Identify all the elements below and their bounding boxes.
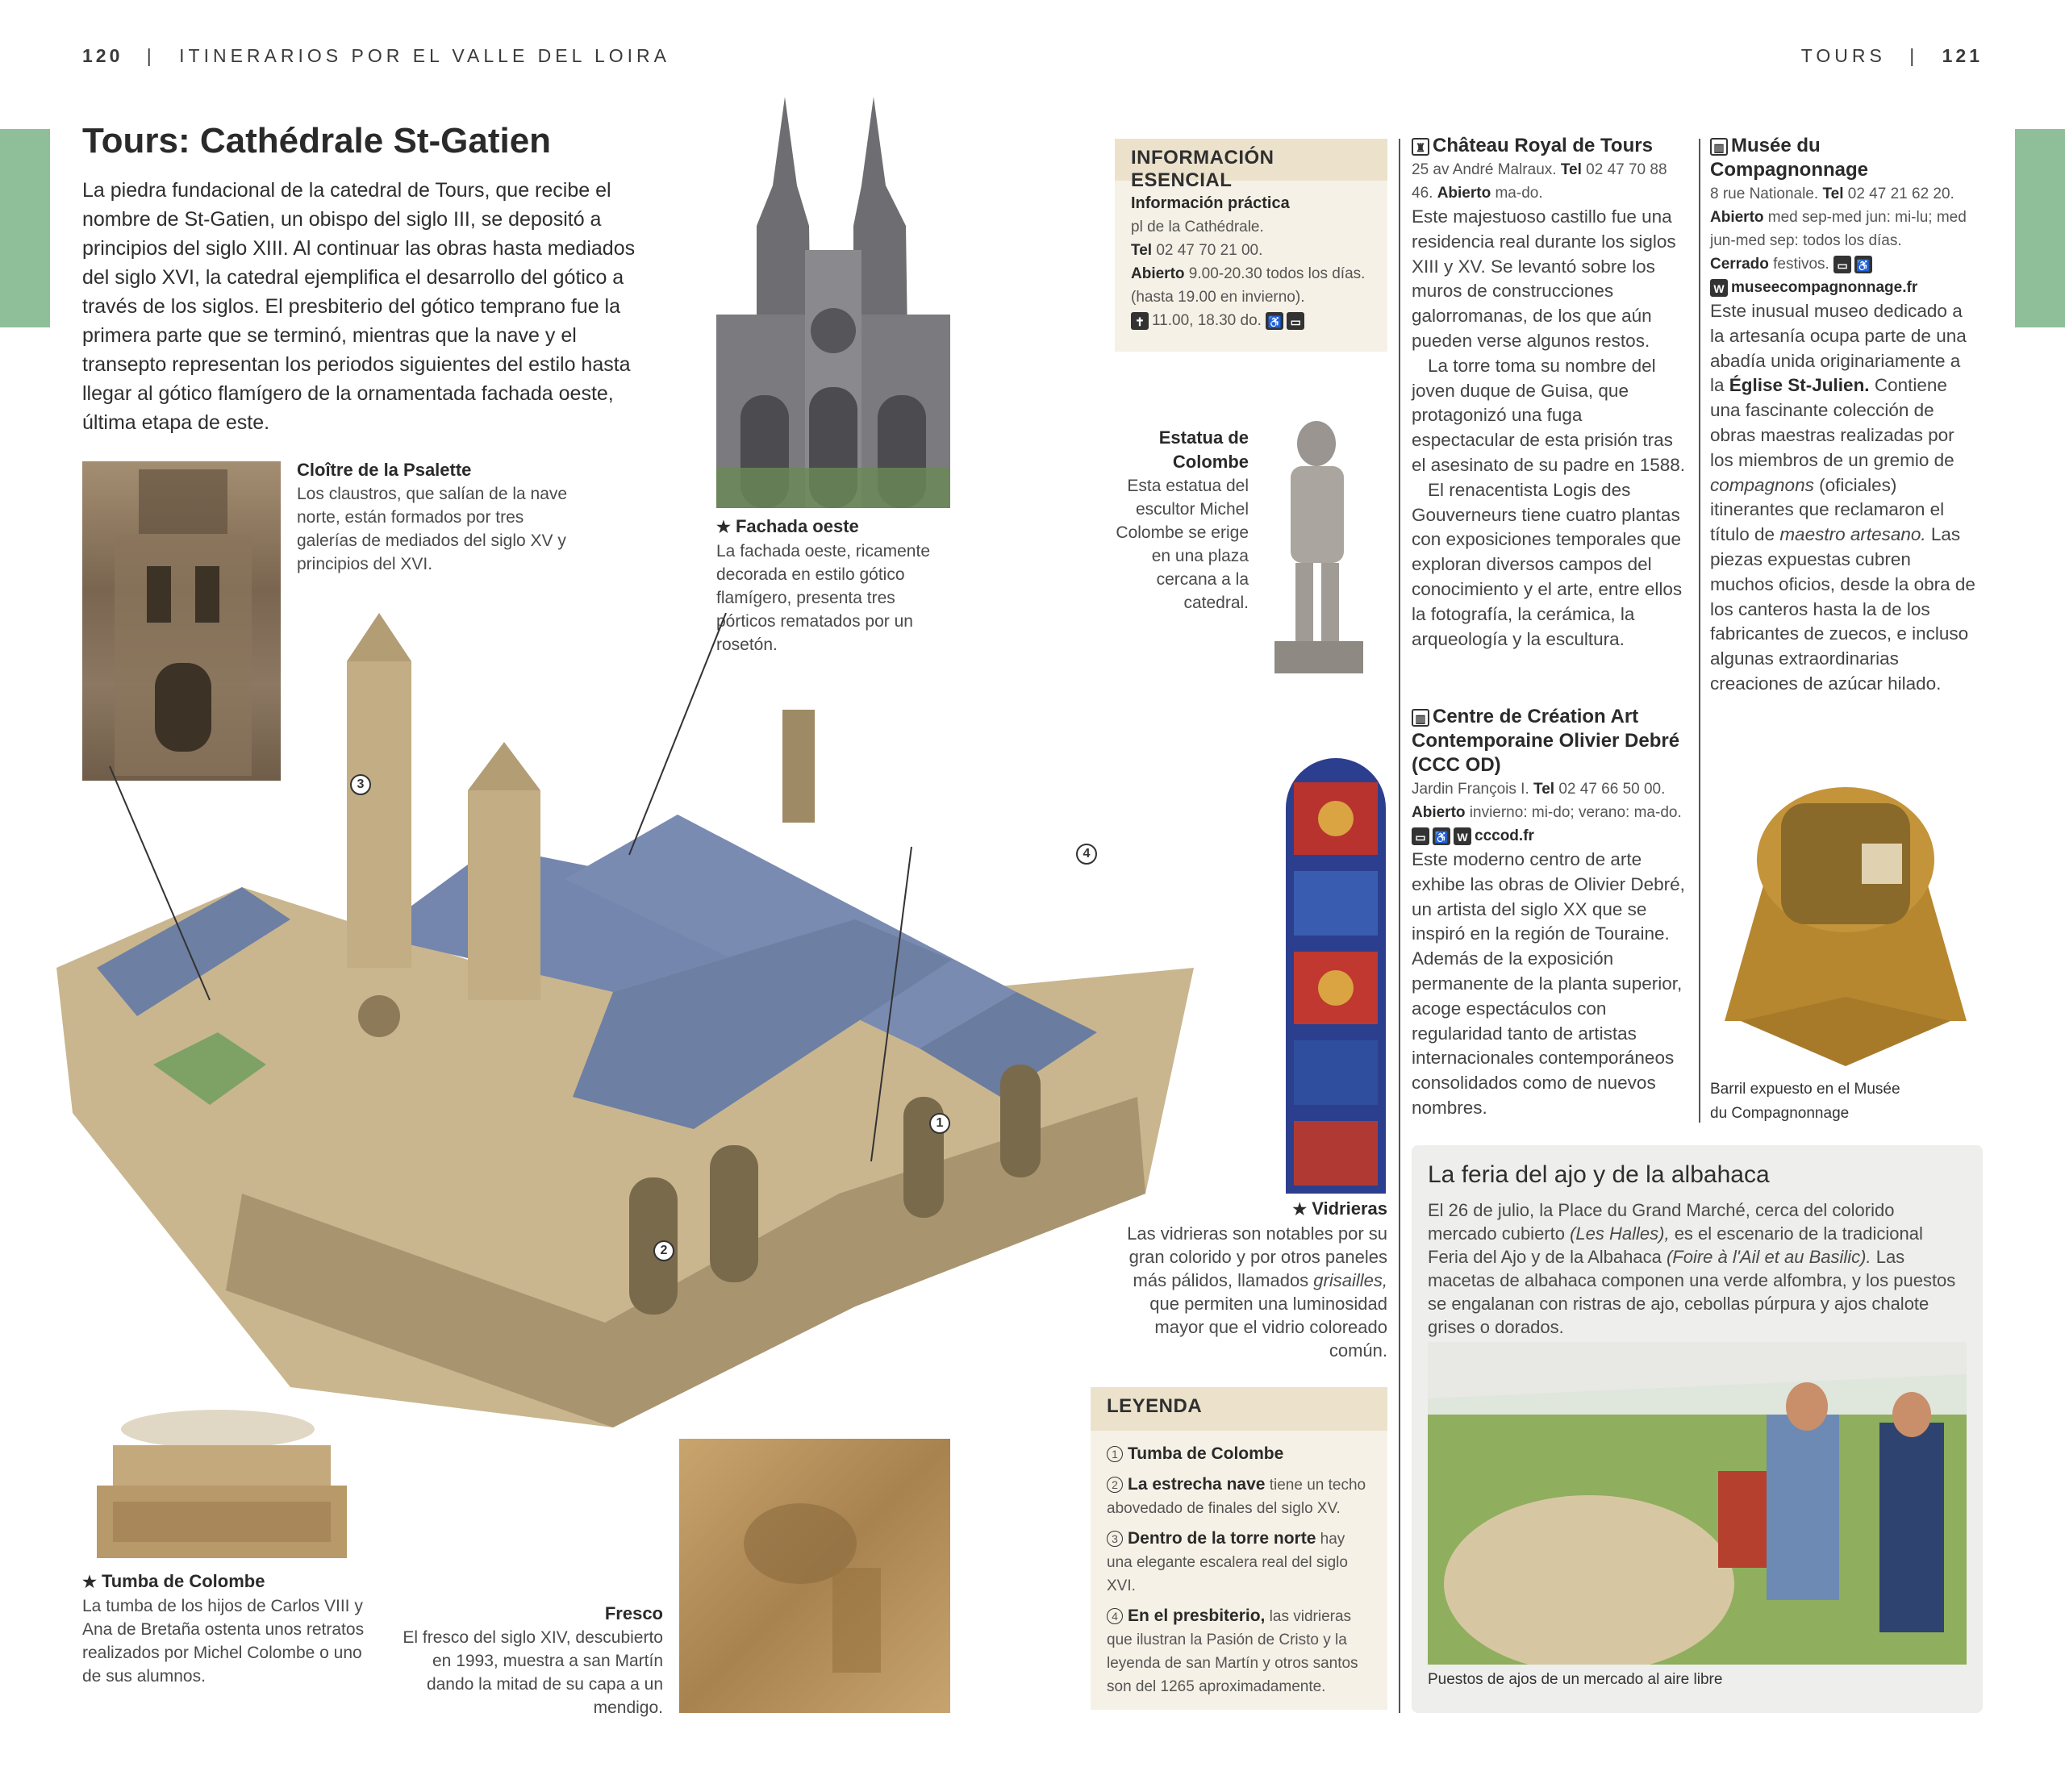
shop-icon: ▭ — [1287, 312, 1304, 330]
closed-label: Cerrado — [1710, 256, 1769, 273]
musee-p: Contiene una fascinante colección de obras maestras realizadas por los miembros de un gremio de — [1710, 375, 1954, 470]
caption-heading: Fachada oeste — [735, 516, 859, 536]
ccc-web[interactable]: cccod.fr — [1475, 827, 1534, 844]
musee-closed: festivos. — [1773, 256, 1829, 273]
feria-p: El 26 de julio, la Place du Grand Marché, cerca del colorido mercado cubierto — [1428, 1200, 1895, 1244]
leyenda-item — [1107, 1473, 1371, 1520]
chateau-icon: ♜ — [1412, 138, 1429, 156]
market-caption: Puestos de ajos de un mercado al aire libre — [1428, 1671, 1723, 1688]
open-label: Abierto — [1131, 265, 1185, 282]
feria-p: Las macetas de albahaca componen una verde alfombra, y los puestos se engalanan con ristras de ajo, cebollas púrpura y ajos chalote grises o dorados. — [1428, 1247, 1956, 1337]
caption-estatua — [1103, 426, 1249, 615]
chateau-heading: Château Royal de Tours — [1433, 135, 1653, 156]
west-facade-photo — [716, 89, 950, 508]
leyenda-box — [1091, 1387, 1387, 1710]
info-box — [1115, 139, 1387, 352]
chateau-p2: La torre toma su nombre del joven duque de Guisa, que protagonizó una fuga espectacular de esta prisión tras el asesinato de su padre en 1588. — [1412, 355, 1686, 475]
museum-icon: ▥ — [1710, 138, 1728, 156]
wheelchair-icon: ♿ — [1433, 827, 1450, 845]
chateau-open: ma-do. — [1495, 185, 1543, 202]
musee-p-italic: maestro artesano. — [1779, 524, 1926, 545]
leyenda-item-text: las vidrieras que ilustran la Pasión de Cristo y la leyenda de san Martín y otros santos son del 1265 aproximadamente. — [1107, 1608, 1358, 1695]
header-right-title: TOURS — [1800, 45, 1886, 66]
leyenda-item-text: hay una elegante escalera real del siglo XVI. — [1107, 1531, 1348, 1594]
caption-psalette — [297, 458, 587, 576]
page-number-right: 121 — [1942, 45, 1983, 66]
musee-web[interactable]: museecompagnonnage.fr — [1731, 279, 1918, 296]
shop-icon: ▭ — [1833, 256, 1851, 273]
museum-icon: ▥ — [1412, 709, 1429, 727]
musee-p-bold: Église St-Julien. — [1729, 375, 1870, 396]
musee-p: Las piezas expuestas cubren muchos oficios, desde la obra de los canteros hasta la de los fabricantes de zuecos, e incluso algunas extraordinarias creaciones de azúcar hilado. — [1710, 524, 1975, 694]
header-left-title: ITINERARIOS POR EL VALLE DEL LOIRA — [179, 45, 670, 66]
leyenda-item-text: tiene un techo abovedado de finales del siglo XV. — [1107, 1477, 1366, 1517]
info-winter: (hasta 19.00 en invierno). — [1131, 289, 1305, 306]
leyenda-list — [1091, 1431, 1387, 1698]
caption-heading: Estatua de Colombe — [1158, 427, 1249, 472]
chateau-p1: Este majestuoso castillo fue una residencia real durante los siglos XIII y XV. Se levantó sobre los muros de construcciones galorromanas, de los que aún pueden verse algunos restos. — [1412, 206, 1676, 351]
chapter-tab-left — [0, 129, 50, 327]
ccc-heading: Centre de Création Art Contemporaine Olivier Debré (CCC OD) — [1412, 706, 1680, 776]
chateau-section — [1412, 134, 1686, 652]
chateau-p3: El renacentista Logis des Gouverneurs tiene cuatro plantas con exposiciones temporales que exploran diversos campos del conocimiento y el arte, entre ellos la fotografía, la cerámica, la arqueología y la escultura. — [1412, 479, 1683, 649]
leyenda-number: 3 — [1107, 1531, 1123, 1547]
leyenda-heading: LEYENDA — [1107, 1395, 1203, 1417]
info-tel: 02 47 70 21 00. — [1156, 242, 1263, 259]
musee-heading: Musée du Compagnonnage — [1710, 135, 1868, 181]
running-header-left — [82, 45, 670, 67]
star-icon: ★ — [716, 519, 731, 536]
leyenda-item-title: Dentro de la torre norte — [1128, 1529, 1316, 1548]
wheelchair-icon: ♿ — [1266, 312, 1283, 330]
fresco-photo — [679, 1439, 950, 1713]
musee-text — [1710, 299, 1976, 697]
musee-p: (oficiales) itinerantes que reclamaron el título de — [1710, 474, 1945, 545]
ccc-open: invierno: mi-do; verano: ma-do. — [1469, 804, 1682, 821]
open-label: Abierto — [1710, 209, 1764, 226]
caption-text: El fresco del siglo XIV, descubierto en 1993, muestra a san Martín dando la mitad de su capa a un mendigo. — [403, 1628, 663, 1717]
feria-box — [1412, 1145, 1983, 1713]
header-divider: | — [1909, 45, 1919, 66]
info-sub: Información práctica — [1131, 194, 1290, 212]
tel-label: Tel — [1131, 242, 1153, 259]
page-number-left: 120 — [82, 45, 123, 66]
wheelchair-icon: ♿ — [1854, 256, 1872, 273]
ccc-section — [1412, 705, 1686, 1121]
info-address: pl de la Cathédrale. — [1131, 219, 1264, 235]
tomb-photo — [81, 1389, 358, 1566]
musee-address: 8 rue Nationale. — [1710, 185, 1819, 202]
musee-p-italic: compagnons — [1710, 474, 1814, 495]
ccc-address: Jardin François I. — [1412, 781, 1529, 798]
column-rule — [1399, 139, 1400, 1713]
running-header-right — [1801, 45, 1983, 67]
ccc-p1: Este moderno centro de arte exhibe las obras de Olivier Debré, un artista del siglo XX que se inspiró en la región de Touraine. Además de la exposición permanente de la planta superior, acoge espectáculos con regularidad tanto de artistas internacionales contemporáneos consolidados como de nuevos nombres. — [1412, 849, 1685, 1118]
caption-text: Las vidrieras son notables por su gran colorido y por otros paneles más pálidos, llamados — [1127, 1223, 1387, 1290]
leyenda-item-title: Tumba de Colombe — [1128, 1444, 1284, 1463]
musee-section — [1710, 134, 1976, 697]
stained-glass-photo — [1286, 758, 1386, 1194]
marker-1: 1 — [929, 1113, 950, 1134]
open-label: Abierto — [1412, 804, 1466, 821]
caption-heading: Fresco — [604, 1603, 663, 1623]
musee-p: Este inusual museo dedicado a la artesanía ocupa parte de una abadía unida originariamente a la — [1710, 301, 1967, 396]
feria-p-italic: (Foire à l'Ail et au Basilic). — [1666, 1247, 1871, 1267]
leyenda-item-title: En el presbiterio, — [1128, 1607, 1266, 1625]
tel-label: Tel — [1533, 781, 1555, 798]
feria-text — [1428, 1198, 1967, 1339]
info-mass: 11.00, 18.30 do. — [1152, 312, 1262, 329]
web-icon: W — [1710, 279, 1728, 297]
marker-2: 2 — [653, 1240, 674, 1261]
caption-text: que permiten una luminosidad mayor que el vidrio coloreado común. — [1149, 1294, 1387, 1361]
leyenda-number: 2 — [1107, 1477, 1123, 1493]
leyenda-number: 4 — [1107, 1608, 1123, 1624]
caption-text: Esta estatua del escultor Michel Colombe se erige en una plaza cercana a la catedral. — [1116, 477, 1249, 612]
info-box-heading: INFORMACIÓN ESENCIAL — [1131, 147, 1274, 191]
market-photo — [1428, 1342, 1967, 1665]
musee-open: med sep-med jun: mi-lu; med jun-med sep: todos los días. — [1710, 209, 1967, 249]
marker-4: 4 — [1076, 844, 1097, 865]
caption-fresco — [387, 1602, 663, 1719]
feria-heading: La feria del ajo y de la albahaca — [1428, 1161, 1770, 1188]
star-icon: ★ — [1292, 1201, 1308, 1219]
caption-text: Los claustros, que salían de la nave norte, están formados por tres galerías de mediados del siglo XV y principios del XVI. — [297, 485, 568, 573]
marker-3: 3 — [350, 774, 371, 795]
leyenda-item — [1107, 1604, 1371, 1698]
leyenda-number: 1 — [1107, 1446, 1123, 1462]
leyenda-item-title: La estrecha nave — [1128, 1475, 1266, 1494]
feria-p: es el escenario de la tradicional Feria del Ajo y de la Albahaca — [1428, 1223, 1923, 1267]
page-title: Tours: Cathédrale St-Gatien — [82, 121, 552, 160]
leyenda-item — [1107, 1442, 1371, 1466]
church-icon: ✝ — [1131, 312, 1149, 330]
info-open: 9.00-20.30 todos los días. — [1188, 265, 1366, 282]
caption-tumba — [82, 1569, 365, 1688]
star-icon: ★ — [82, 1573, 97, 1591]
header-divider: | — [146, 45, 156, 66]
caption-heading: Tumba de Colombe — [101, 1571, 265, 1591]
tel-label: Tel — [1822, 185, 1844, 202]
feria-p-italic: (Les Halles), — [1570, 1223, 1670, 1244]
caption-text: La fachada oeste, ricamente decorada en estilo gótico flamígero, presenta tres pórticos rematados por un rosetón. — [716, 542, 931, 654]
caption-text-italic: grisailles, — [1313, 1270, 1387, 1290]
shop-icon: ▭ — [1412, 827, 1429, 845]
ccc-tel: 02 47 66 50 00. — [1558, 781, 1666, 798]
barrel-caption: Barril expuesto en el Musée du Compagnonnage — [1710, 1081, 1900, 1122]
caption-heading: Cloître de la Psalette — [297, 460, 472, 480]
barrel-photo — [1708, 755, 1983, 1066]
cathedral-illustration — [48, 613, 1274, 1436]
musee-tel: 02 47 21 62 20. — [1847, 185, 1954, 202]
column-rule — [1699, 139, 1700, 1123]
open-label: Abierto — [1437, 185, 1491, 202]
caption-heading: Vidrieras — [1312, 1198, 1387, 1219]
tel-label: Tel — [1560, 161, 1582, 178]
chateau-tel: 02 47 70 88 46. — [1412, 161, 1667, 202]
caption-text: La tumba de los hijos de Carlos VIII y Ana de Bretaña ostenta unos retratos realizados por Michel Colombe o uno de sus alumnos. — [82, 1597, 365, 1686]
leyenda-item — [1107, 1527, 1371, 1598]
chapter-tab-right — [2015, 129, 2065, 327]
intro-text: La piedra fundacional de la catedral de Tours, que recibe el nombre de St-Gatien, un obispo del siglo III, se depositó a principios del siglo XIII. Al continuar las obras hasta mediados del siglo XVI, la catedral ejemplifica el desarrollo del gótico a través de los siglos. El presbiterio del gótico temprano fue la primera parte que se terminó, mientras que la nave y el transepto representan los periodos siguientes del estilo hasta llegar al gótico flamígero de la ornamentada fachada oeste, última etapa de este. — [82, 179, 636, 434]
chateau-address: 25 av André Malraux. — [1412, 161, 1557, 178]
web-icon: W — [1454, 827, 1471, 845]
